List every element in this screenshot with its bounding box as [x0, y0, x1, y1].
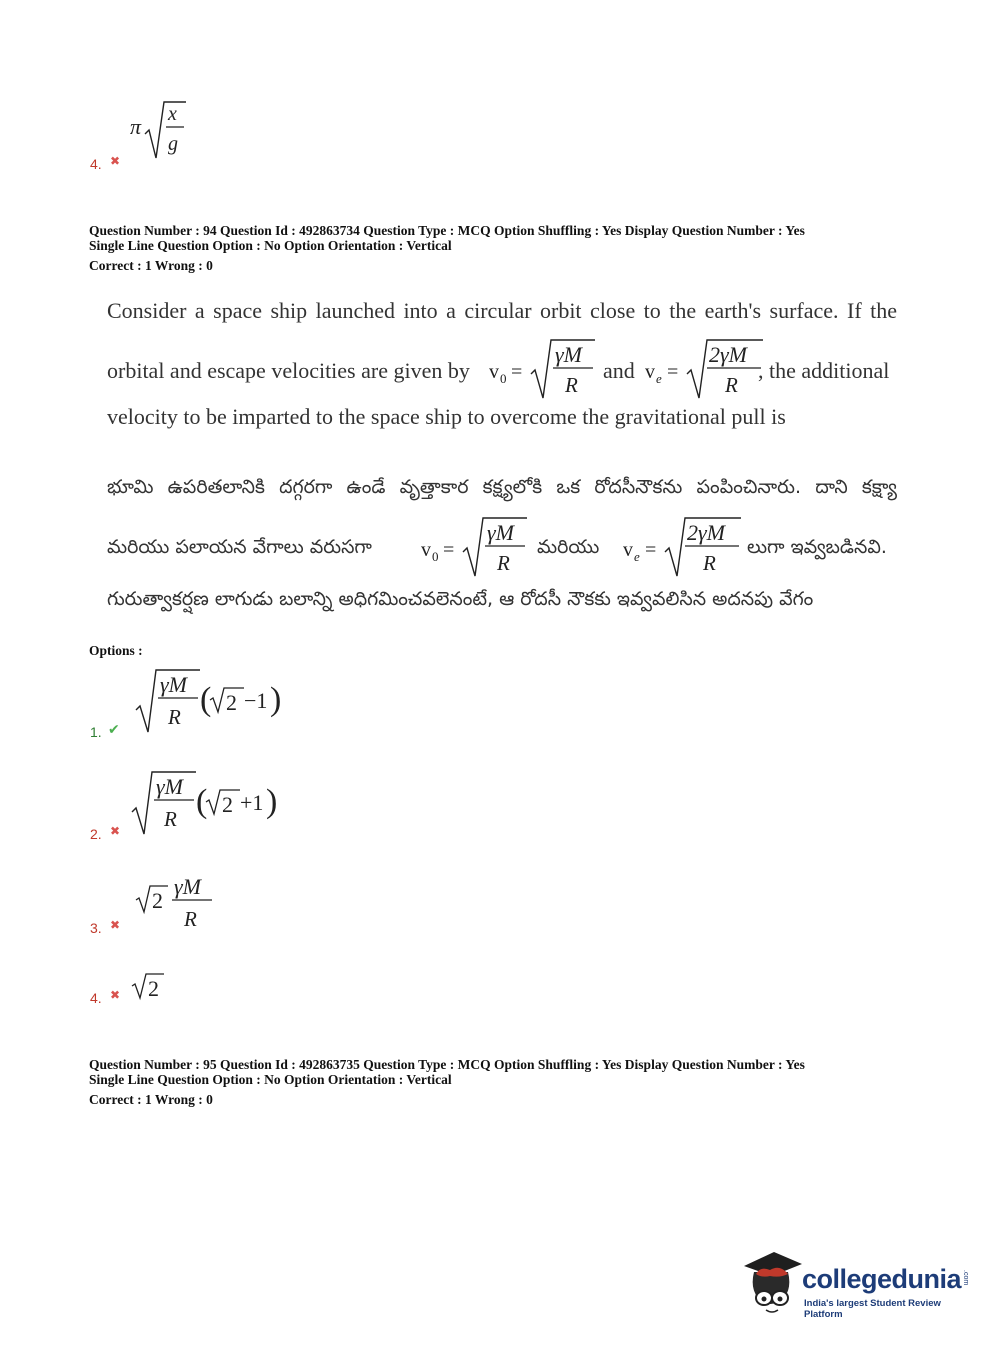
svg-text:+1: +1 — [240, 790, 264, 815]
formula-v0-te — [419, 514, 534, 578]
q94-te-line-3: గురుత్వాకర్షణ లాగుడు బలాన్ని అధిగమించవలెనంటే, ఆ రోదసీ నౌకకు ఇవ్వవలిసిన అదనపు వేగం — [107, 588, 814, 610]
wrong-icon: ✖ — [110, 154, 121, 168]
q94-en-line-2-a: orbital and escape velocities are given by — [107, 358, 470, 383]
svg-text:v: v — [623, 539, 633, 561]
formula-pi-sqrt-x-over-g — [128, 98, 198, 164]
q94-en-line-1: Consider a space ship launched into a circular orbit close to the earth's surface. If the — [107, 298, 897, 323]
q94-te-line-2-a: మరియు పలాయన వేగాలు వరుసగా — [107, 536, 372, 558]
collegedunia-logo — [740, 1248, 975, 1320]
correct-check-icon: ✔ — [108, 722, 120, 738]
svg-text:2γM: 2γM — [709, 342, 747, 367]
svg-text:γM: γM — [156, 774, 183, 799]
svg-text:v: v — [421, 539, 431, 561]
q94-en-line-2 — [107, 336, 907, 400]
option-number: 3. — [90, 920, 102, 936]
svg-text:v: v — [645, 361, 655, 383]
q94-te-line-2-b: లుగా ఇవ్వబడినవి. — [747, 536, 887, 558]
q94-te-line-1: భూమి ఉపరితలానికి దగ్గరగా ఉండే వృత్తాకార కక్ష్యలోకి ఒక రోదసీనౌకను పంపించినారు. దాని కక్ష్యా — [107, 476, 897, 498]
svg-text:=: = — [443, 539, 455, 561]
svg-text:e: e — [634, 549, 640, 564]
svg-text:2: 2 — [226, 690, 237, 715]
option-number: 4. — [90, 156, 102, 172]
svg-text:γM: γM — [160, 672, 187, 697]
option-2[interactable] — [88, 768, 308, 848]
formula-option-1 — [132, 666, 302, 736]
q95-meta-line-3: Correct : 1 Wrong : 0 — [89, 1092, 213, 1107]
svg-text:−1: −1 — [244, 688, 268, 713]
svg-text:): ) — [266, 783, 278, 820]
option-number: 1. — [90, 724, 102, 740]
formula-ve — [643, 336, 768, 400]
option-4[interactable] — [88, 968, 208, 1012]
svg-text:R: R — [497, 551, 510, 575]
prev-option-4 — [88, 98, 208, 178]
logo-tagline: India's largest Student Review Platform — [804, 1298, 941, 1320]
logo-name: collegedunia — [802, 1264, 962, 1294]
svg-text:γM: γM — [487, 520, 514, 545]
q94-meta-line-1: Question Number : 94 Question Id : 492863734 Question Type : MCQ Option Shuffling : Yes Display Question Number : Yes — [89, 223, 805, 238]
wrong-icon: ✖ — [110, 988, 121, 1002]
svg-text:2: 2 — [148, 976, 159, 1001]
q94-en-line-3: velocity to be imparted to the space ship to overcome the gravitational pull is — [107, 404, 786, 429]
svg-text:R: R — [164, 807, 177, 831]
svg-text:R: R — [725, 373, 738, 397]
svg-text:v: v — [489, 361, 499, 383]
q94-te-line-2-mid: మరియు — [537, 536, 600, 558]
mascot-icon — [740, 1248, 802, 1316]
svg-text:=: = — [511, 361, 523, 383]
svg-text:R: R — [703, 551, 716, 575]
wrong-icon: ✖ — [110, 824, 121, 838]
svg-text:π: π — [130, 114, 142, 139]
formula-v0 — [487, 336, 602, 400]
formula-ve-te — [621, 514, 746, 578]
svg-text:g: g — [168, 133, 178, 155]
q94-meta-line-3: Correct : 1 Wrong : 0 — [89, 258, 213, 273]
option-number: 2. — [90, 826, 102, 842]
svg-text:R: R — [168, 705, 181, 729]
formula-option-4 — [130, 970, 170, 1004]
q94-en-and: and — [603, 358, 635, 383]
svg-text:γM: γM — [174, 874, 201, 899]
q95-meta-line-1: Question Number : 95 Question Id : 492863735 Question Type : MCQ Option Shuffling : Yes Display Question Number : Yes — [89, 1057, 805, 1072]
q94-en-line-2-b: , the additional — [758, 358, 890, 383]
svg-text:2γM: 2γM — [687, 520, 725, 545]
q95-meta-line-2: Single Line Question Option : No Option Orientation : Vertical — [89, 1072, 452, 1087]
svg-text:R: R — [184, 907, 197, 931]
options-label: Options : — [89, 643, 143, 658]
q94-meta-line-2: Single Line Question Option : No Option Orientation : Vertical — [89, 238, 452, 253]
svg-text:2: 2 — [152, 888, 163, 913]
svg-text:R: R — [565, 373, 578, 397]
svg-text:(: ( — [200, 681, 212, 718]
option-3[interactable] — [88, 870, 268, 942]
svg-text:=: = — [667, 361, 679, 383]
q94-te-line-2 — [107, 514, 907, 578]
wrong-icon: ✖ — [110, 918, 121, 932]
formula-option-2 — [128, 768, 298, 838]
svg-text:γM: γM — [555, 342, 582, 367]
svg-text:0: 0 — [500, 371, 507, 386]
svg-text:0: 0 — [432, 549, 439, 564]
svg-text:2: 2 — [222, 792, 233, 817]
svg-text:x: x — [168, 103, 177, 125]
svg-text:(: ( — [196, 783, 208, 820]
svg-text:=: = — [645, 539, 657, 561]
option-1[interactable] — [88, 666, 308, 746]
svg-text:): ) — [270, 681, 282, 718]
option-number: 4. — [90, 990, 102, 1006]
svg-text:e: e — [656, 371, 662, 386]
logo-suffix: .com — [962, 1270, 969, 1286]
formula-option-3 — [132, 870, 232, 936]
